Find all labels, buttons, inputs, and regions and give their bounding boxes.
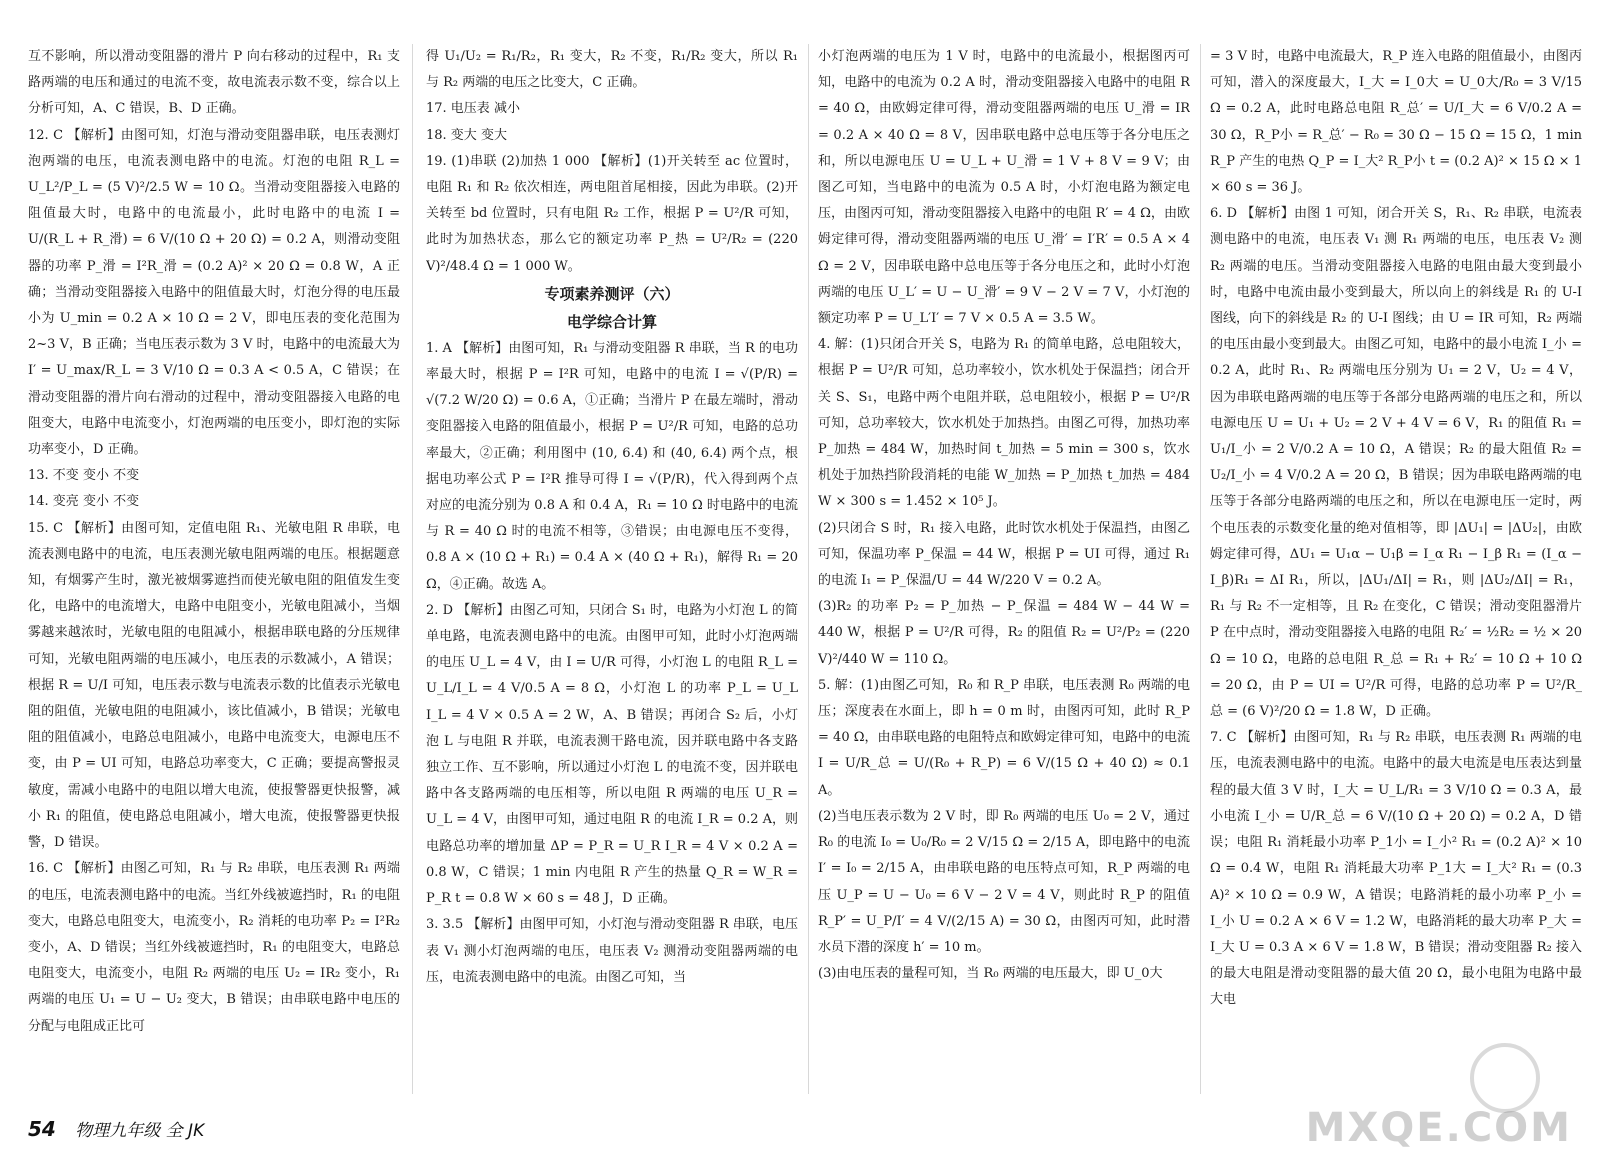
watermark-text: MXQE.COM xyxy=(1305,1105,1572,1151)
answer-paragraph: 12. C 【解析】由图可知，灯泡与滑动变阻器串联，电压表测灯泡两端的电压，电流表测电路中的电流。灯泡的电阻 R_L = U_L²/P_L = (5 V)²/2.5 W = 10 Ω。当滑动变阻器接入电路的阻值最大时，电路中的电流最小，此时电路中的电流 I = U/(R_L + R_滑) = 6 V/(10 Ω + 20 Ω) = 0.2 A，则滑动变阻器的功率 P_滑 = I²R_滑 = (0.2 A)² × 20 Ω = 0.8 W，A 正确；当滑动变阻器接入电路中的阻值最大时，灯泡分得的电压最小为 U_min = 0.2 A × 10 Ω = 2 V，即电压表的变化范围为 2~3 V，B 正确；当电压表示数为 3 V 时，电路中的电流最大为 I′ = U_max/R_L = 3 V/10 Ω = 0.3 A < 0.5 A，C 错误；在滑动变阻器的滑片向右滑动的过程中，滑动变阻器接入电路的电阻变大，电路中电流变小，灯泡两端的电压变小，即灯泡的实际功率变小，D 正确。 xyxy=(28,127,400,458)
answer-paragraph: 13. 不变 变小 不变 xyxy=(28,468,140,484)
section-heading: 专项素养测评（六） xyxy=(544,284,680,303)
answer-paragraph: 3. 3.5 【解析】由图甲可知，小灯泡与滑动变阻器 R 串联，电压表 V₁ 测小灯泡两端的电压，电压表 V₂ 测滑动变阻器两端的电压，电流表测电路中的电流。由图乙可知，当 xyxy=(426,917,798,985)
column-2 xyxy=(426,44,798,1092)
book-title: 物理九年级 全 JK xyxy=(75,1121,205,1141)
answer-paragraph: 5. 解：(1)由图乙可知，R₀ 和 R_P 串联，电压表测 R₀ 两端的电压；深度表在水面上，即 h = 0 m 时，由图丙可知，此时 R_P = 40 Ω，由串联电路的电阻特点和欧姆定律可知，电路中的电流 I = U/R_总 = U/(R₀ + R_P) = 6 V/(15 Ω + 40 Ω) ≈ 0.1 A。 xyxy=(818,677,1190,798)
column-1 xyxy=(28,44,400,1092)
answer-paragraph: 2. D 【解析】由图乙可知，只闭合 S₁ 时，电路为小灯泡 L 的简单电路，电流表测电路中的电流。由图甲可知，此时小灯泡两端的电压 U_L = 4 V，由 I = U/R 可得，小灯泡 L 的电阻 R_L = U_L/I_L = 4 V/0.5 A = 8 Ω，小灯泡 L 的功率 P_L = U_L I_L = 4 V × 0.5 A = 2 W，A、B 错误；再闭合 S₂ 后，小灯泡 L 与电阻 R 并联，电流表测干路电流，因并联电路中各支路独立工作、互不影响，所以通过小灯泡 L 的电流不变，因并联电路中各支路两端的电压相等，所以电阻 R 两端的电压 U_R = U_L = 4 V，由图甲可知，通过电阻 R 的电流 I_R = 0.2 A，则电路总功率的增加量 ΔP = P_R = U_R I_R = 4 V × 0.2 A = 0.8 W，C 错误；1 min 内电阻 R 产生的热量 Q_R = W_R = P_R t = 0.8 W × 60 s = 48 J，D 正确。 xyxy=(426,602,798,907)
answer-paragraph: = 3 V 时，电路中电流最大，R_P 连入电路的阻值最小，由图丙可知，潜入的深度最大，I_大 = I_0大 = U_0大/R₀ = 3 V/15 Ω = 0.2 A，此时电路总电阻 R_总′ = U/I_大 = 6 V/0.2 A = 30 Ω，R_P小 = R_总′ − R₀ = 30 Ω − 15 Ω = 15 Ω，1 min R_P 产生的电热 Q_P = I_大² R_P小 t = (0.2 A)² × 15 Ω × 1 × 60 s = 36 J。 xyxy=(1210,49,1582,196)
column-divider-2 xyxy=(808,44,809,1094)
answer-paragraph: (2)当电压表示数为 2 V 时，即 R₀ 两端的电压 U₀ = 2 V，通过 R₀ 的电流 I₀ = U₀/R₀ = 2 V/15 Ω = 2/15 A，即电路中的电流 I′ = I₀ = 2/15 A，由串联电路的电压特点可知，R_P 两端的电压 U_P = U − U₀ = 6 V − 2 V = 4 V，则此时 R_P 的阻值 R_P′ = U_P/I′ = 4 V/(2/15 A) = 30 Ω，由图丙可知，此时潜水员下潜的深度 h′ = 10 m。 xyxy=(818,808,1190,955)
watermark-logo xyxy=(1470,1043,1540,1113)
answer-paragraph: 16. C 【解析】由图乙可知，R₁ 与 R₂ 串联，电压表测 R₁ 两端的电压，电流表测电路中的电流。当红外线被遮挡时，R₁ 的电阻变大，电路总电阻变大，电流变小，R₂ 消耗的电功率 P₂ = I²R₂ 变小，A、D 错误；当红外线被遮挡时，R₁ 的电阻变大，电路总电阻变大，电流变小，电阻 R₂ 两端的电压 U₂ = IR₂ 变小，R₁ 两端的电压 U₁ = U − U₂ 变大，B 错误；由串联电路中电压的分配与电阻成正比可 xyxy=(28,861,400,1034)
answer-paragraph: 互不影响，所以滑动变阻器的滑片 P 向右移动的过程中，R₁ 支路两端的电压和通过的电流不变，故电流表示数不变，综合以上分析可知，A、C 错误，B、D 正确。 xyxy=(28,49,400,117)
answer-paragraph: 4. 解：(1)只闭合开关 S，电路为 R₁ 的简单电路，总电阻较大，根据 P = U²/R 可知，总功率较小，饮水机处于保温挡；闭合开关 S、S₁，电路中两个电阻并联，总电阻较小，根据 P = U²/R 可知，总功率较大，饮水机处于加热挡。由图乙可得，加热功率 P_加热 = 484 W，加热时间 t_加热 = 5 min = 300 s，饮水机处于加热挡阶段消耗的电能 W_加热 = P_加热 t_加热 = 484 W × 300 s = 1.452 × 10⁵ J。 xyxy=(818,337,1190,510)
section-heading: 电学综合计算 xyxy=(566,312,657,331)
answer-paragraph: 17. 电压表 减小 xyxy=(426,101,520,117)
column-divider-1 xyxy=(412,44,413,1094)
answer-paragraph: 15. C 【解析】由图可知，定值电阻 R₁、光敏电阻 R 串联，电流表测电路中的电流，电压表测光敏电阻两端的电压。根据题意知，有烟雾产生时，激光被烟雾遮挡而使光敏电阻的阻值发生变化，电路中的电流增大，电路中电阻变小，光敏电阻减小，当烟雾越来越浓时，光敏电阻的电阻减小，根据串联电路的分压规律可知，光敏电阻两端的电压减小，电压表的示数减小，A 错误；根据 R = U/I 可知，电压表示数与电流表示数的比值表示光敏电阻的阻值，光敏电阻的电阻减小，该比值减小，B 错误；光敏电阻的阻值减小，电路总电阻减小，电路中电流变大，电源电压不变，由 P = UI 可知，电路总功率变大，C 正确；要提高警报灵敏度，需减小电路中的电阻以增大电流，使报警器更快报警，减小 R₁ 的阻值，使电路总电阻减小，增大电流，使报警器更快报警，D 错误。 xyxy=(28,520,400,851)
page-number: 54 xyxy=(28,1117,56,1141)
answer-paragraph: 18. 变大 变大 xyxy=(426,127,507,143)
answer-paragraph: (3)R₂ 的功率 P₂ = P_加热 − P_保温 = 484 W − 44 W = 440 W，根据 P = U²/R 可得，R₂ 的阻值 R₂ = U²/P₂ = (220 V)²/440 W = 110 Ω。 xyxy=(818,599,1190,667)
column-divider-3 xyxy=(1200,44,1201,1094)
answer-paragraph: 6. D 【解析】由图 1 可知，闭合开关 S，R₁、R₂ 串联，电流表测电路中的电流，电压表 V₁ 测 R₁ 两端的电压，电压表 V₂ 测 R₂ 两端的电压。当滑动变阻器接入电路的电阻由最大变到最小时，电路中电流由最小变到最大，所以向上的斜线是 R₁ 的 U-I 图线，向下的斜线是 R₂ 的 U-I 图线；由 U = IR 可知，R₂ 两端的电压由最小变到最大。由图乙可知，电路中的最小电流 I_小 = 0.2 A，此时 R₁、R₂ 两端电压分别为 U₁ = 2 V，U₂ = 4 V，因为串联电路两端的电压等于各部分电路两端的电压之和，所以电源电压 U = U₁ + U₂ = 2 V + 4 V = 6 V，R₁ 的阻值 R₁ = U₁/I_小 = 2 V/0.2 A = 10 Ω，A 错误；R₂ 的最大阻值 R₂ = U₂/I_小 = 4 V/0.2 A = 20 Ω，B 错误；因为串联电路两端的电压等于各部分电路两端的电压之和，所以在电源电压一定时，两个电压表的示数变化量的绝对值相等，即 |ΔU₁| = |ΔU₂|，由欧姆定律可得，ΔU₁ = U₁α − U₁β = I_α R₁ − I_β R₁ = (I_α − I_β)R₁ = ΔI R₁，所以，|ΔU₁/ΔI| = R₁，则 |ΔU₂/ΔI| = R₁，R₁ 与 R₂ 不一定相等，且 R₂ 在变化，C 错误；滑动变阻器滑片 P 在中点时，滑动变阻器接入电路的电阻 R₂′ = ½R₂ = ½ × 20 Ω = 10 Ω，电路的总电阻 R_总 = R₁ + R₂′ = 10 Ω + 10 Ω = 20 Ω，由 P = UI = U²/R 可得，电路的总功率 P = U²/R_总 = (6 V)²/20 Ω = 1.8 W，D 正确。 xyxy=(1210,206,1582,720)
answer-paragraph: 7. C 【解析】由图可知，R₁ 与 R₂ 串联，电压表测 R₁ 两端的电压，电流表测电路中的电流。电路中的最大电流是电压表达到量程的最大值 3 V 时，I_大 = U_L/R₁ = 3 V/10 Ω = 0.3 A，最小电流 I_小 = U/R_总 = 6 V/(10 Ω + 20 Ω) = 0.2 A，D 错误；电阻 R₁ 消耗最小功率 P_1小 = I_小² R₁ = (0.2 A)² × 10 Ω = 0.4 W，电阻 R₁ 消耗最大功率 P_1大 = I_大² R₁ = (0.3 A)² × 10 Ω = 0.9 W，A 错误；电路消耗的最小功率 P_小 = I_小 U = 0.2 A × 6 V = 1.2 W，电路消耗的最大功率 P_大 = I_大 U = 0.3 A × 6 V = 1.8 W，B 错误；滑动变阻器 R₂ 接入的最大电阻是滑动变阻器的最大值 20 Ω，最小电阻为电路中最大电 xyxy=(1210,730,1582,1008)
column-4 xyxy=(1210,44,1582,1092)
answer-paragraph: 14. 变亮 变小 不变 xyxy=(28,494,140,510)
answer-paragraph: 19. (1)串联 (2)加热 1 000 【解析】(1)开关转至 ac 位置时，电阻 R₁ 和 R₂ 依次相连，两电阻首尾相接，因此为串联。(2)开关转至 bd 位置时，只有电阻 R₂ 工作，根据 P = U²/R 可知，此时为加热状态，那么它的额定功率 P_热 = U²/R₂ = (220 V)²/48.4 Ω = 1 000 W。 xyxy=(426,153,798,274)
page-footer xyxy=(28,1116,204,1141)
answer-paragraph: 得 U₁/U₂ = R₁/R₂，R₁ 变大，R₂ 不变，R₁/R₂ 变大，所以 R₁ 与 R₂ 两端的电压之比变大，C 正确。 xyxy=(426,49,798,91)
answer-paragraph: 1. A 【解析】由图可知，R₁ 与滑动变阻器 R 串联，当 R 的电功率最大时，根据 P = I²R 可知，电路中的电流 I = √(P/R) = √(7.2 W/20 Ω) = 0.6 A，①正确；当滑片 P 在最左端时，滑动变阻器接入电路的阻值最小，根据 P = U²/R 可知，电路的总功率最大，②正确；利用图中 (10, 6.4) 和 (40, 6.4) 两个点，根据电功率公式 P = I²R 推导可得 I = √(P/R)，代入得到两个点对应的电流分别为 0.8 A 和 0.4 A，R₁ = 10 Ω 时电路中的电流与 R = 40 Ω 时的电流不相等，③错误；由电源电压不变得，0.8 A × (10 Ω + R₁) = 0.4 A × (40 Ω + R₁)，解得 R₁ = 20 Ω，④正确。故选 A。 xyxy=(426,340,798,592)
answer-paragraph: 小灯泡两端的电压为 1 V 时，电路中的电流最小，根据图丙可知，电路中的电流为 0.2 A 时，滑动变阻器接入电路中的电阻 R = 40 Ω，由欧姆定律可得，滑动变阻器两端的电压 U_滑 = IR = 0.2 A × 40 Ω = 8 V，因串联电路中总电压等于各分电压之和，所以电源电压 U = U_L + U_滑 = 1 V + 8 V = 9 V；由图乙可知，当电路中的电流为 0.5 A 时，小灯泡电路为额定电压，由图丙可知，滑动变阻器接入电路中的电阻 R′ = 4 Ω，由欧姆定律可得，滑动变阻器两端的电压 U_滑′ = I′R′ = 0.5 A × 4 Ω = 2 V，因串联电路中总电压等于各分电压之和，此时小灯泡两端的电压 U_L′ = U − U_滑′ = 9 V − 2 V = 7 V，小灯泡的额定功率 P = U_L′I′ = 7 V × 0.5 A = 3.5 W。 xyxy=(818,49,1190,327)
answer-paragraph: (2)只闭合 S 时，R₁ 接入电路，此时饮水机处于保温挡，由图乙可知，保温功率 P_保温 = 44 W，根据 P = UI 可得，通过 R₁ 的电流 I₁ = P_保温/U = 44 W/220 V = 0.2 A。 xyxy=(818,520,1190,589)
column-3 xyxy=(818,44,1190,1092)
answer-paragraph: (3)由电压表的量程可知，当 R₀ 两端的电压最大，即 U_0大 xyxy=(818,966,1163,982)
